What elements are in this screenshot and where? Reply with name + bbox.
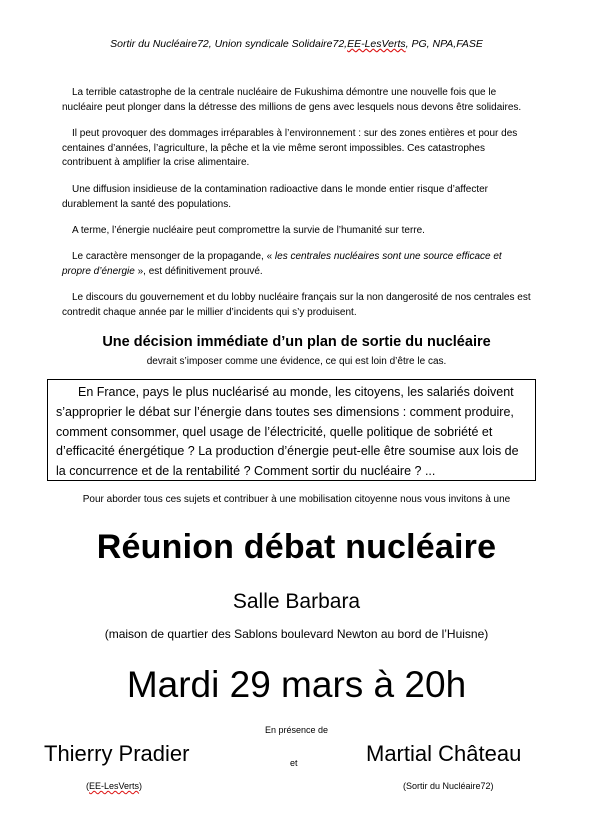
propaganda-before: Le caractère mensonger de la propagande, « (72, 251, 275, 262)
paragraph-dommages-text: Il peut provoquer des dommages irréparables à l’environnement : sur des zones entières et pour des centaines d’années, l’agriculture, la pêche et la vie même seront impossibles. Ces catastrophes contribuent à amplifier la crise alimentaire. (62, 128, 518, 168)
decision-subline: devrait s’imposer comme une évidence, ce qui est loin d’être le cas. (146, 356, 447, 367)
paragraph-discours-text: Le discours du gouvernement et du lobby nucléaire français sur la non dangerosité de nos centrales est contredit chaque année par le millier d’incidents qui s’y produisent. (62, 292, 531, 318)
paragraph-fukushima-text: La terrible catastrophe de la centrale nucléaire de Fukushima démontre une nouvelle fois que le nucléaire peut plonger dans la détresse des millions de gens avec lesquels nous devons être solidaires. (62, 87, 522, 113)
paragraph-survie-text: A terme, l’énergie nucléaire peut compromettre la survie de l’humanité sur terre. (72, 225, 425, 236)
speaker-1-org (86, 781, 142, 791)
speaker-2-org: (Sortir du Nucléaire72) (403, 781, 494, 791)
event-title: Réunion débat nucléaire (96, 528, 497, 566)
france-debate-box (47, 379, 536, 481)
organizers-part3: , PG, NPA,FASE (405, 38, 483, 50)
invitation-line: Pour aborder tous ces sujets et contribuer à une mobilisation citoyenne nous vous invitons à une (82, 494, 511, 505)
event-venue-detail: (maison de quartier des Sablons boulevard Newton au bord de l’Huisne) (104, 627, 489, 641)
speaker-2-name: Martial Château (366, 741, 522, 766)
decision-headline: Une décision immédiate d’un plan de sortie du nucléaire (102, 334, 491, 350)
presence-label: En présence de (264, 725, 329, 735)
speaker-1-name: Thierry Pradier (44, 741, 190, 766)
paragraph-dommages (62, 127, 532, 171)
paragraph-contamination (62, 183, 532, 212)
organizers-part1: Sortir du Nucléaire72, Union syndicale Solidaire72, (110, 38, 348, 50)
speaker-1-org-name: EE-LesVerts (89, 781, 140, 791)
organizers-part2: EE-LesVerts (347, 38, 406, 50)
paragraph-propagande (62, 250, 532, 279)
speakers-conjunction: et (290, 758, 298, 768)
paragraph-discours (62, 291, 532, 320)
event-date: Mardi 29 mars à 20h (126, 664, 467, 705)
paragraph-fukushima (62, 86, 532, 115)
paragraph-survie (62, 224, 532, 239)
organizers-header (0, 38, 593, 50)
paragraph-contamination-text: Une diffusion insidieuse de la contamination radioactive dans le monde entier risque d’affecter durablement la santé des populations. (62, 184, 488, 210)
propaganda-after: », est définitivement prouvé. (134, 265, 263, 277)
propaganda-quote: les centrales nucléaires sont une source efficace et propre d’énergie (62, 251, 502, 277)
speaker-1-org-close: ) (139, 781, 143, 791)
france-debate-text: En France, pays le plus nucléarisé au monde, les citoyens, les salariés doivent s’approprier le débat sur l’énergie dans toutes ses dimensions : comment produire, comment consommer, quel usage de l’électricité, quelle politique de sobriété et d’efficacité énergétique ? La production d’énergie peut-elle être soumise aux lois de la concurrence et de la rentabilité ? Comment sortir du nucléaire ? ... (56, 385, 519, 479)
speaker-1-org-open: ( (86, 781, 89, 791)
event-venue: Salle Barbara (232, 590, 361, 613)
